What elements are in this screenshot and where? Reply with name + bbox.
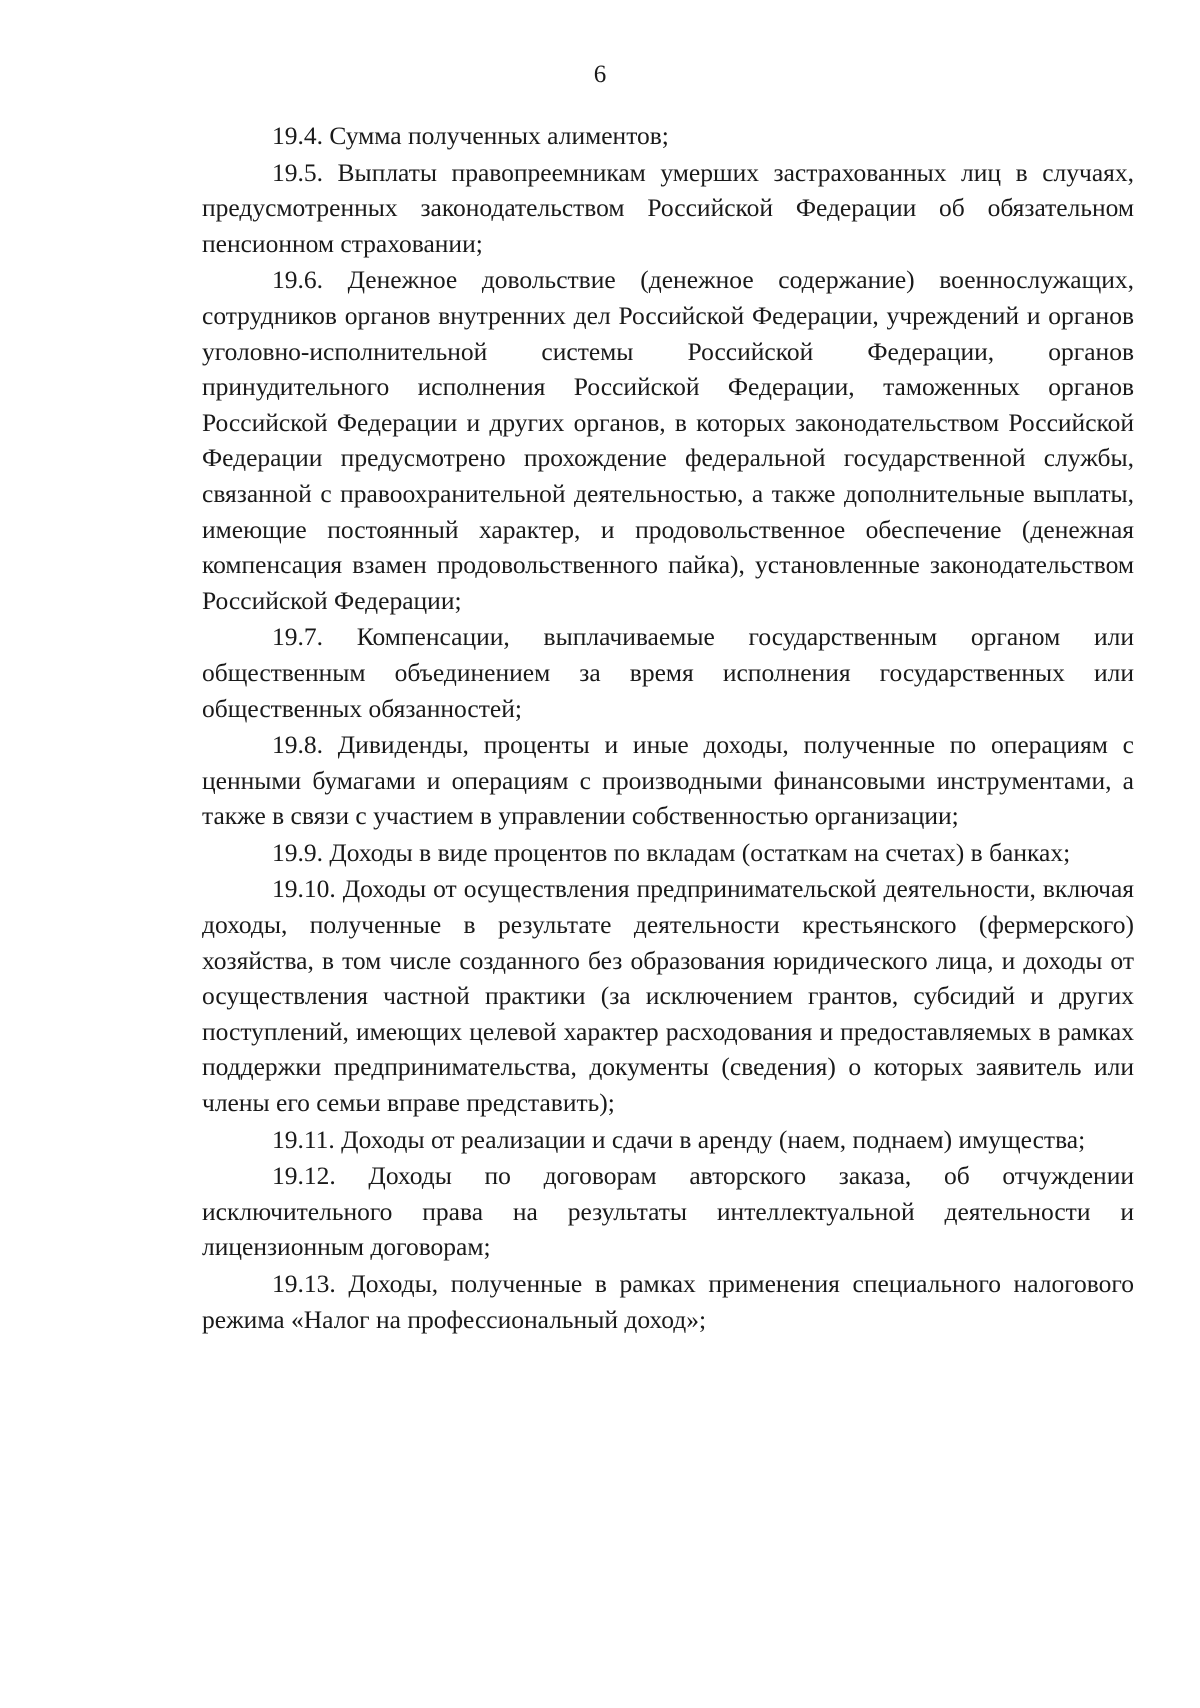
paragraph-19-8: 19.8. Дивиденды, проценты и иные доходы, полученные по операциям с ценными бумагами и операциям с производными финансовыми инструментами, а также в связи с участием в управлении собственностью организации; [202,730,1134,831]
paragraph-19-6: 19.6. Денежное довольствие (денежное содержание) военнослужащих, сотрудников органов внутренних дел Российской Федерации, учреждений и органов уголовно-исполнительной системы Российской Федерации, органов принудительного исполнения Российской Федерации, таможенных органов Российской Федерации и других органов, в которых законодательством Российской Федерации предусмотрено прохождение федеральной государственной службы, связанной с правоохранительной деятельностью, а также дополнительные выплаты, имеющие постоянный характер, и продовольственное обеспечение (денежная компенсация взамен продовольственного пайка), установленные законодательством Российской Федерации; [202,265,1134,615]
paragraph-19-4: 19.4. Сумма полученных алиментов; [272,121,669,150]
paragraph-19-10: 19.10. Доходы от осуществления предпринимательской деятельности, включая доходы, полученные в результате деятельности крестьянского (фермерского) хозяйства, в том числе созданного без образования юридического лица, и доходы от осуществления частной практики (за исключением грантов, субсидий и других поступлений, имеющих целевой характер расходования и предоставляемых в рамках поддержки предпринимательства, документы (сведения) о которых заявитель или члены его семьи вправе представить); [202,874,1134,1118]
paragraph-19-13: 19.13. Доходы, полученные в рамках применения специального налогового режима «Налог на профессиональный доход»; [202,1269,1134,1334]
paragraph-19-5: 19.5. Выплаты правопреемникам умерших застрахованных лиц в случаях, предусмотренных законодательством Российской Федерации об обязательном пенсионном страховании; [202,157,1134,258]
paragraph-19-7: 19.7. Компенсации, выплачиваемые государственным органом или общественным объединением за время исполнения государственных или общественных обязанностей; [202,622,1134,723]
page-number: 6 [593,61,607,88]
paragraph-19-11: 19.11. Доходы от реализации и сдачи в аренду (наем, поднаем) имущества; [272,1124,1086,1154]
document-body [202,118,1134,1338]
paragraph-19-12: 19.12. Доходы по договорам авторского заказа, об отчуждении исключительного права на результаты интеллектуальной деятельности и лицензионным договорам; [202,1161,1134,1262]
paragraph-19-9: 19.9. Доходы в виде процентов по вкладам (остаткам на счетах) в банках; [272,837,1071,867]
